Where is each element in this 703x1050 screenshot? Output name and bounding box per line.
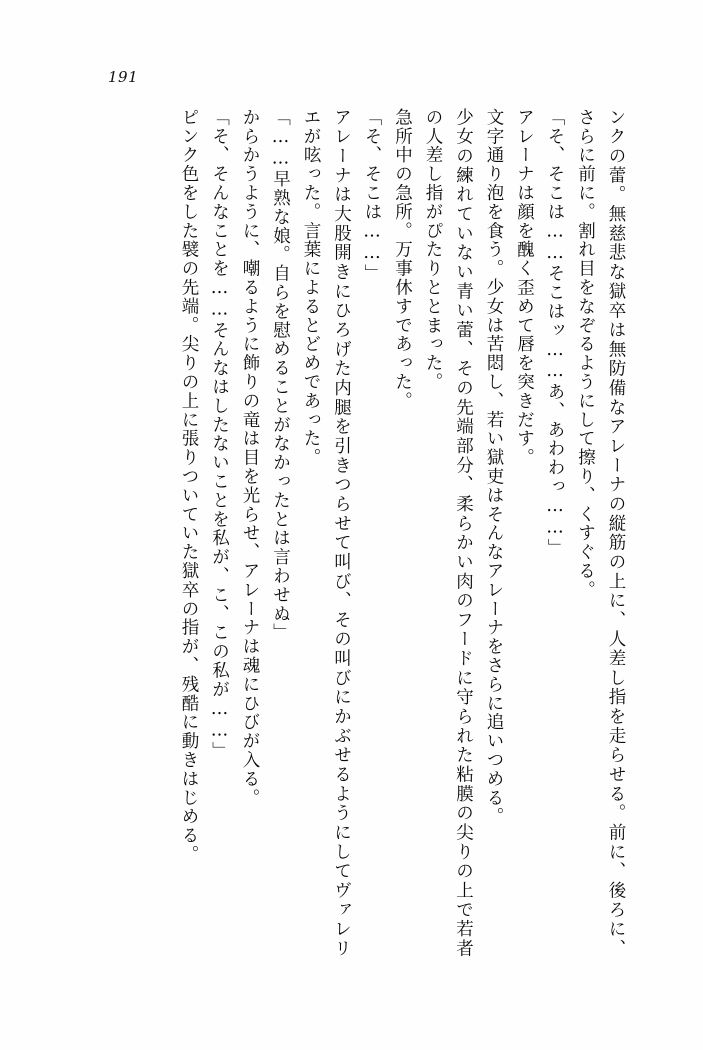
- paragraph: アレーナは顔を醜く歪めて唇を突きだす。: [514, 108, 535, 468]
- paragraph: 「そ、そんなことを……そんなはしたないことを私が、こ、この私が……」: [209, 108, 230, 761]
- body-text: [83, 108, 631, 958]
- paragraph: 「そ、そこは……そこはッ……あ、あわわっ……」: [545, 108, 565, 558]
- page-number: 191: [108, 68, 139, 86]
- paragraph: 「そ、そこは……」: [362, 108, 382, 284]
- paragraph: アレーナは大股開きにひろげた内腿を引きつらせて叫び、その叫びにかぶせるようにしてヴァレリエが呟った。言葉によるとどめであった。: [301, 108, 352, 958]
- paragraph: 文字通り泡を食う。少女は苦悶し、若い獄吏はそんなアレーナをさらに追いつめる。: [484, 108, 504, 827]
- paragraph: ンクの蕾。無慈悲な獄卒は無防備なアレーナの縦筋の上に、人差し指を走らせる。前に、後ろに、さらに前に。割れ目をなぞるようにして擦り、くすぐる。: [575, 108, 626, 958]
- paragraph: ピンク色をした襞の先端。尖りの上に張りついていた獄卒の指が、残酷に動きはじめる。: [179, 108, 199, 864]
- paragraph: からかうように、嘲るように飾りの竜は目を光らせ、アレーナは魂にひびが入る。: [240, 108, 260, 808]
- paragraph: 急所中の急所。万事休すであった。: [392, 108, 413, 411]
- paragraph: 「……早熟な娘。自らを慰めることがなかったとは言わせぬ」: [270, 108, 291, 643]
- paragraph: 少女の練れていない青い蕾、その先端部分、柔らかい肉のフードに守られた粘膜の尖りの上で若者の人差し指がぴたりととまった。: [423, 108, 474, 958]
